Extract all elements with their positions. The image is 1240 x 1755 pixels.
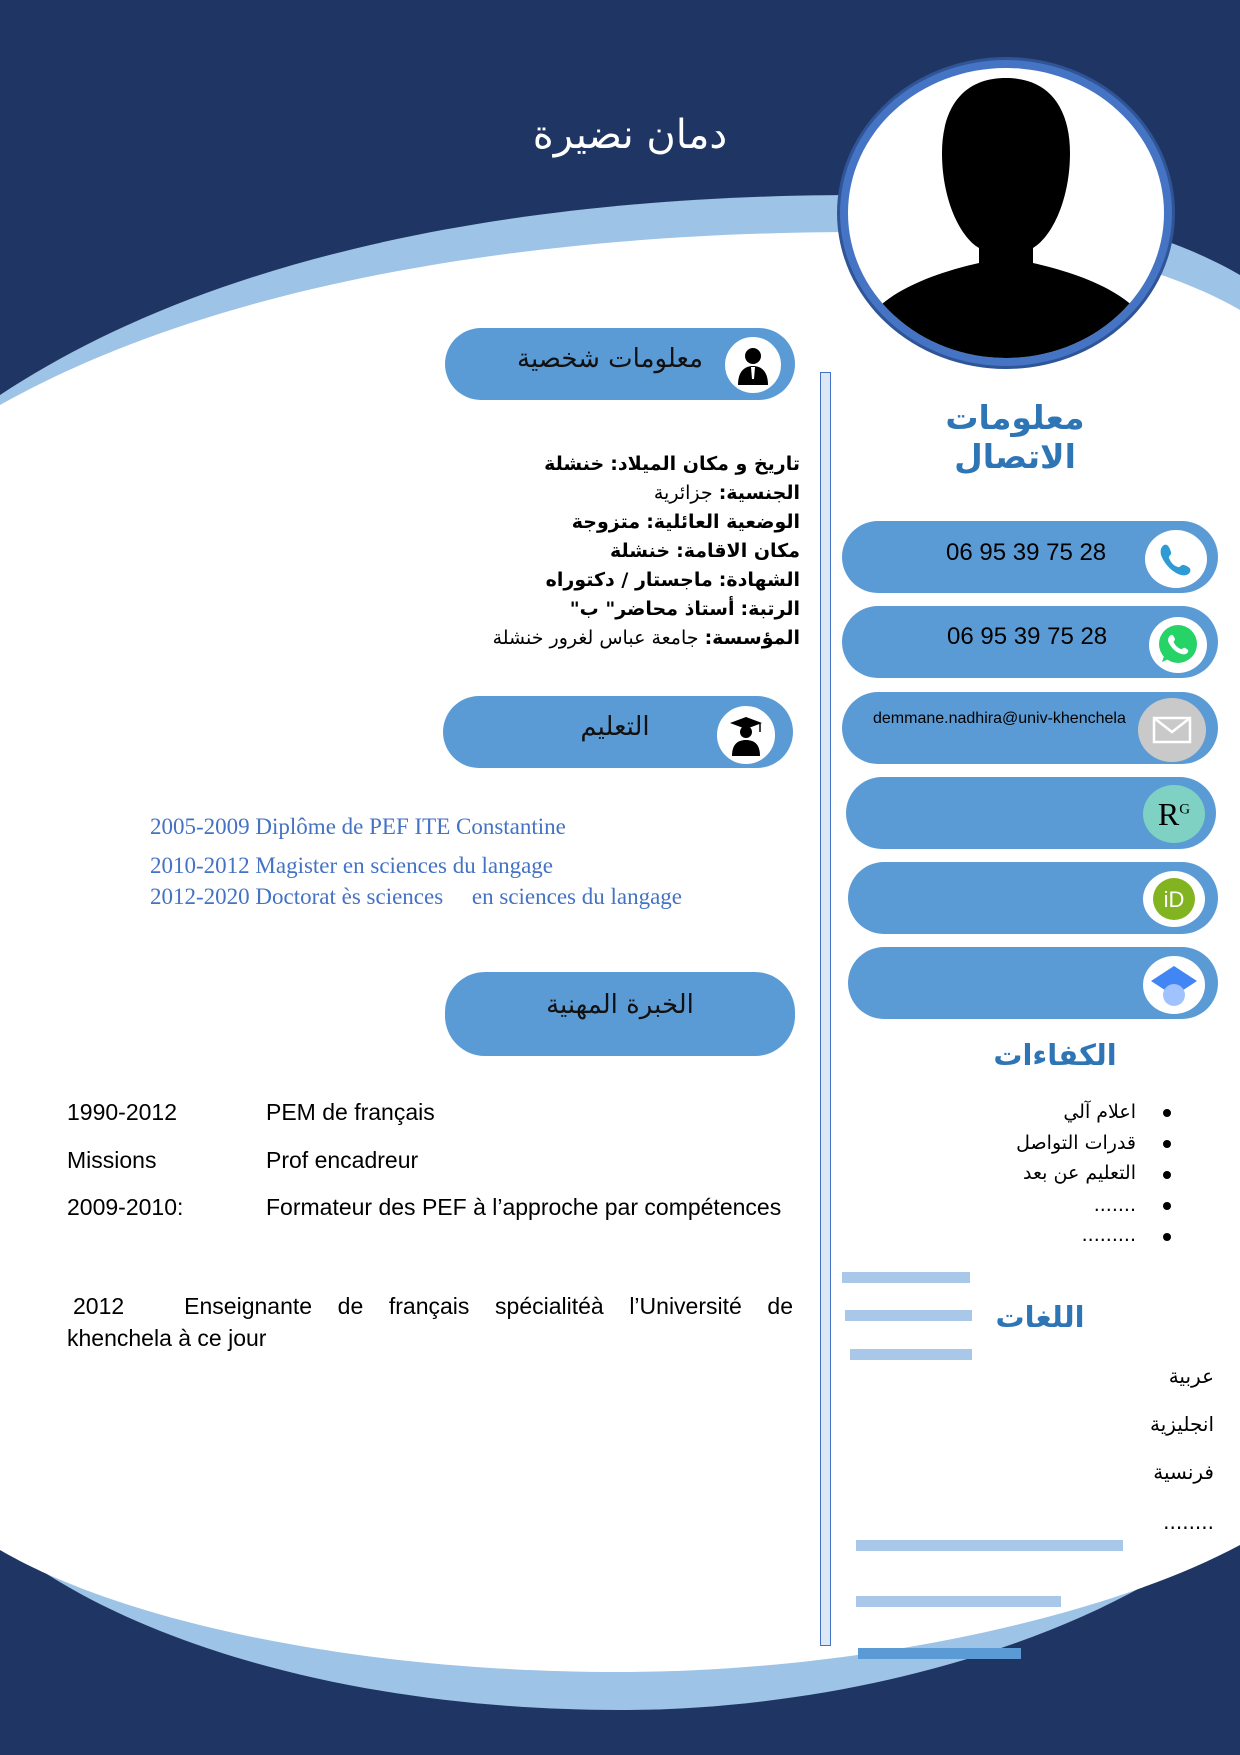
info-value: خنشلة bbox=[544, 453, 605, 475]
personal-info-list bbox=[493, 450, 800, 653]
skill-item: قدرات التواصل bbox=[1016, 1132, 1136, 1154]
whatsapp-icon[interactable] bbox=[1146, 614, 1210, 676]
bullet bbox=[1163, 1171, 1171, 1179]
education-item: 2010-2012 Magister en sciences du langage bbox=[150, 853, 554, 878]
info-value: متزوجة bbox=[571, 511, 641, 533]
info-value: خنشلة bbox=[609, 540, 671, 562]
bullet bbox=[1163, 1202, 1171, 1210]
decorative-bar bbox=[858, 1648, 1021, 1659]
graduate-icon bbox=[714, 703, 778, 767]
avatar-silhouette-icon bbox=[848, 68, 1164, 358]
exp-period: 2009-2010: bbox=[67, 1194, 184, 1220]
google-scholar-icon[interactable] bbox=[1140, 953, 1208, 1017]
education-item: 2005-2009 Diplôme de PEF ITE Constantine bbox=[150, 814, 566, 839]
info-line bbox=[493, 624, 800, 653]
bullet bbox=[1163, 1140, 1171, 1148]
info-line bbox=[493, 595, 800, 624]
info-line bbox=[493, 479, 800, 508]
svg-text:iD: iD bbox=[1163, 887, 1185, 912]
education-title: التعليم bbox=[580, 712, 650, 742]
email-icon[interactable] bbox=[1138, 698, 1206, 762]
languages-title: اللغات bbox=[995, 1300, 1085, 1334]
skill-item: التعليم عن بعد bbox=[1023, 1162, 1136, 1184]
skill-item: ......... bbox=[1081, 1224, 1136, 1246]
skill-item: اعلام آلي bbox=[1063, 1101, 1136, 1123]
whatsapp-number: 06 95 39 75 28 bbox=[947, 623, 1108, 650]
phone-number: 06 95 39 75 28 bbox=[946, 539, 1107, 566]
email-address: demmane.nadhira@univ-khenchela bbox=[873, 710, 1126, 727]
profile-photo bbox=[840, 60, 1172, 366]
info-label: الوضعية العائلية: bbox=[646, 511, 800, 533]
info-line bbox=[493, 537, 800, 566]
exp-desc: Formateur des PEF à l’approche par compétences bbox=[266, 1194, 782, 1220]
education-item: 2012-2020 Doctorat ès sciences en sciences du langage bbox=[150, 884, 683, 909]
decorative-bar bbox=[856, 1540, 1123, 1551]
decorative-bar bbox=[850, 1349, 972, 1360]
info-value: أستاذ محاضر" ب" bbox=[569, 598, 735, 620]
researchgate-icon[interactable]: $R^G$ bbox=[1140, 782, 1208, 846]
person-name: دمان نضيرة bbox=[532, 112, 728, 158]
exp-current-text: Enseignante de français spécialitéà l’Université de khenchela à ce jour bbox=[67, 1293, 793, 1351]
person-suit-icon bbox=[722, 334, 784, 396]
exp-desc: Prof encadreur bbox=[266, 1147, 419, 1173]
phone-icon[interactable] bbox=[1142, 527, 1210, 591]
info-label: الرتبة: bbox=[740, 598, 800, 620]
info-line bbox=[493, 566, 800, 595]
info-value: ماجستار / دكتوراه bbox=[545, 569, 713, 591]
info-label: تاريخ و مكان الميلاد: bbox=[610, 453, 800, 475]
exp-period: 1990-2012 bbox=[67, 1099, 177, 1125]
vertical-divider bbox=[820, 372, 831, 1646]
info-value: جامعة عباس لغرور خنشلة bbox=[492, 627, 699, 649]
skills-title: الكفاءات bbox=[993, 1038, 1117, 1072]
info-line bbox=[493, 508, 800, 537]
decorative-bar bbox=[845, 1310, 972, 1321]
orcid-icon[interactable] bbox=[1140, 868, 1208, 930]
info-label: الشهادة: bbox=[718, 569, 800, 591]
language-item: انجليزية bbox=[1149, 1412, 1214, 1436]
info-line bbox=[493, 450, 800, 479]
exp-period: Missions bbox=[67, 1147, 157, 1173]
decorative-bar bbox=[856, 1596, 1061, 1607]
exp-current-year: 2012 bbox=[73, 1293, 125, 1319]
bullet bbox=[1163, 1233, 1171, 1241]
info-label: الجنسية: bbox=[718, 482, 800, 504]
contact-title: معلومات الاتصال bbox=[945, 398, 1085, 476]
info-value: جزائرية bbox=[653, 482, 713, 504]
language-item: فرنسية bbox=[1153, 1460, 1214, 1484]
exp-current bbox=[67, 1290, 793, 1354]
skill-item: ....... bbox=[1093, 1194, 1136, 1216]
exp-desc: PEM de français bbox=[266, 1099, 435, 1125]
decorative-bar bbox=[842, 1272, 970, 1283]
bullet bbox=[1163, 1109, 1171, 1117]
experience-title: الخبرة المهنية bbox=[546, 990, 694, 1020]
language-item: عربية bbox=[1168, 1364, 1214, 1388]
info-label: مكان الاقامة: bbox=[676, 540, 800, 562]
info-label: المؤسسة: bbox=[704, 627, 800, 649]
language-item: ........ bbox=[1163, 1510, 1214, 1534]
personal-info-title: معلومات شخصية bbox=[517, 344, 703, 374]
